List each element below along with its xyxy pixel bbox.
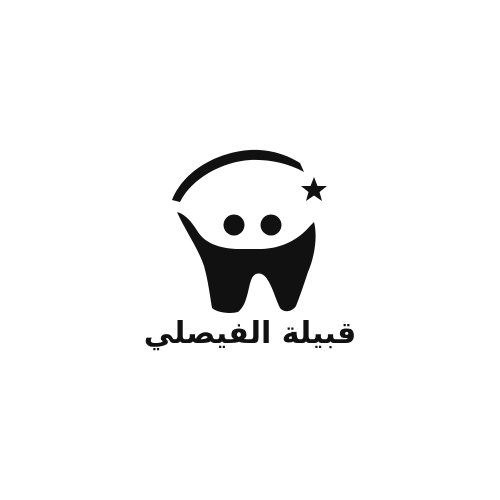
right-eye-icon — [261, 215, 282, 236]
left-eye-icon — [224, 215, 245, 236]
brand-name-text: قبيلة الفيصلي — [143, 316, 357, 351]
arc-stroke-icon — [172, 150, 304, 202]
tooth-body-icon — [177, 212, 316, 313]
star-icon — [301, 177, 327, 201]
logo-emblem — [172, 150, 327, 313]
